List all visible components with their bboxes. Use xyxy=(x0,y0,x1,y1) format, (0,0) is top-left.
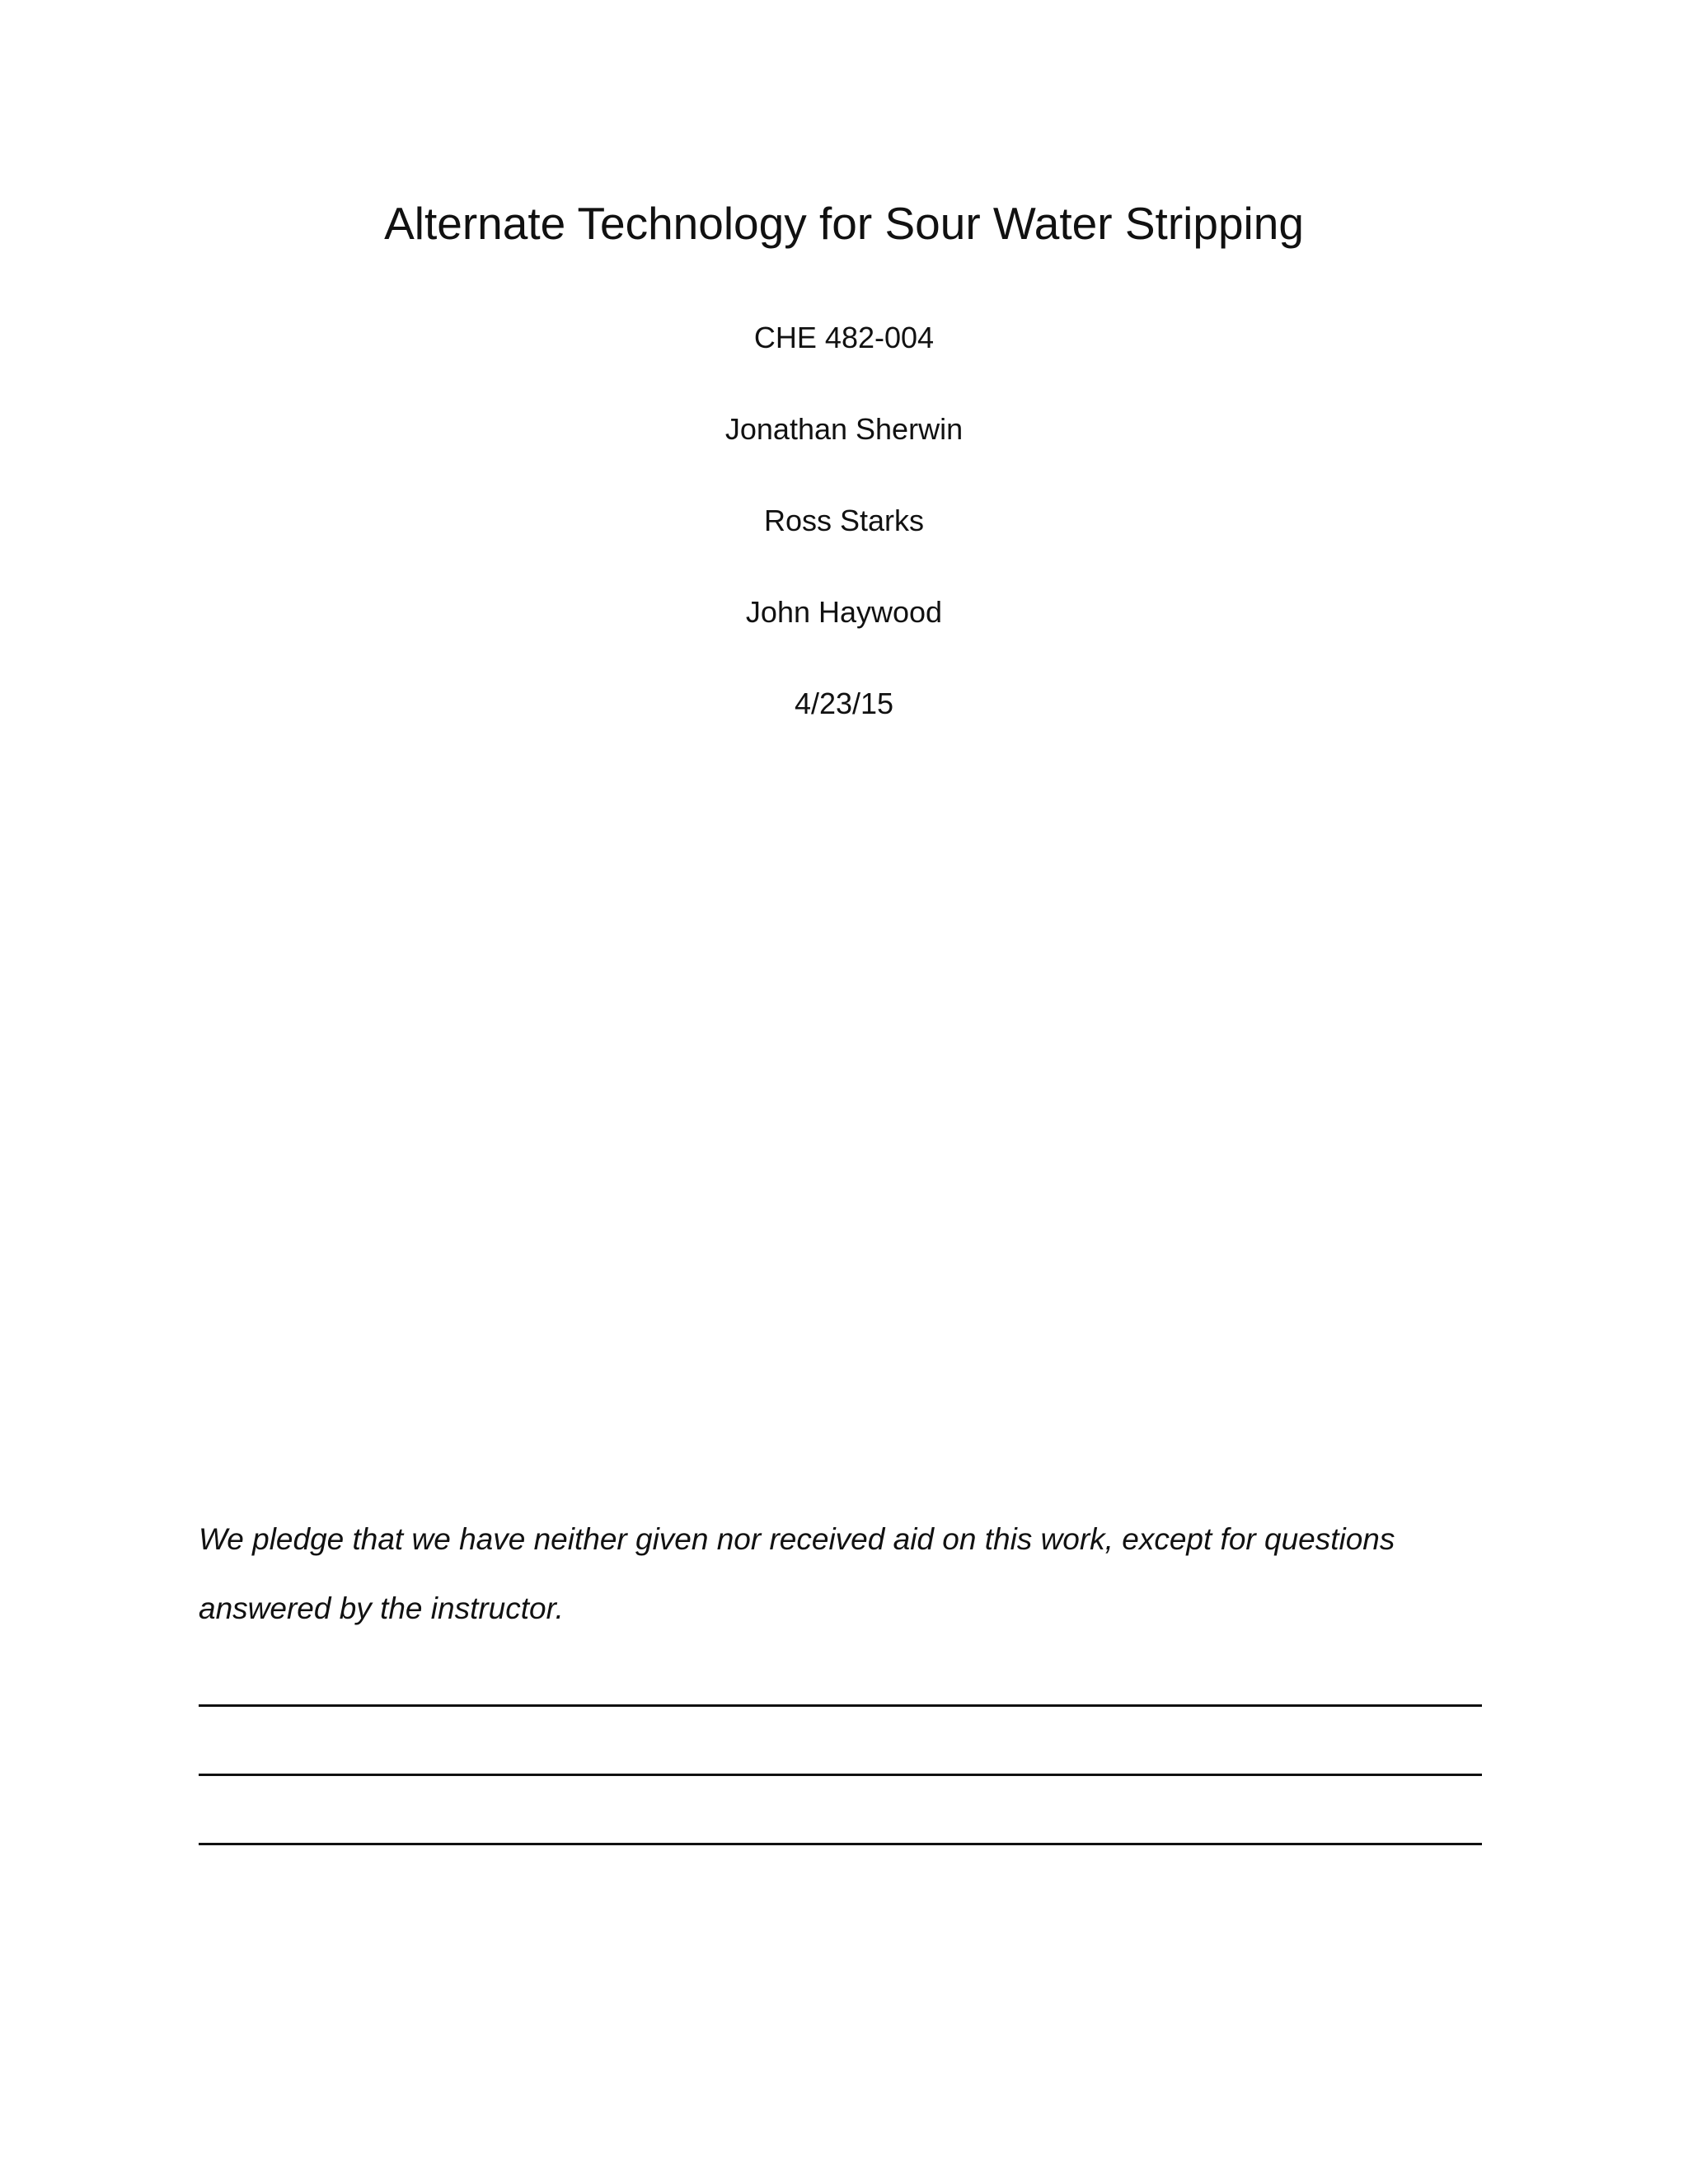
course-code: CHE 482-004 xyxy=(753,321,935,354)
author-name: Ross Starks xyxy=(763,504,925,537)
honor-pledge-line-1: We pledge that we have neither given nor received aid on this work, except for questions xyxy=(199,1522,1395,1556)
signature-line xyxy=(199,1774,1482,1776)
honor-pledge-line-2: answered by the instructor. xyxy=(199,1591,564,1625)
author-name: Jonathan Sherwin xyxy=(724,412,964,446)
honor-pledge xyxy=(199,1505,1484,1643)
author-name: John Haywood xyxy=(745,595,943,629)
signature-line xyxy=(199,1704,1482,1707)
signature-line xyxy=(199,1843,1482,1845)
document-title: Alternate Technology for Sour Water Stripping xyxy=(384,198,1304,249)
document-date: 4/23/15 xyxy=(794,687,894,720)
